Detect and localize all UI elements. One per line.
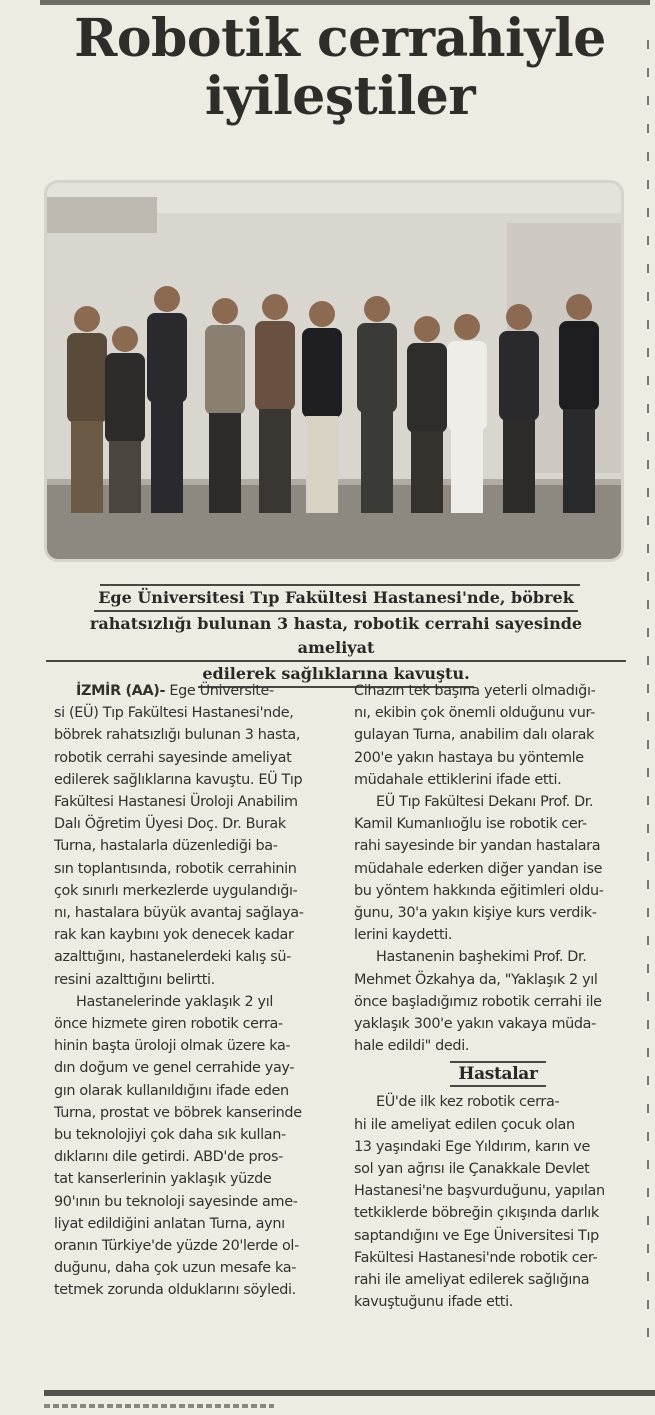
subheading-hastalar: Hastalar bbox=[450, 1061, 546, 1087]
line: duğunu, daha çok uzun mesafe ka- bbox=[54, 1260, 297, 1277]
line: Hastanenin başhekimi Prof. Dr. bbox=[376, 949, 587, 966]
line: hi ile ameliyat edilen çocuk olan bbox=[354, 1116, 575, 1133]
line: Ege Üniversite- bbox=[165, 683, 274, 699]
line: dın doğum ve genel cerrahide yay- bbox=[54, 1060, 295, 1077]
line: nı, hastalara büyük avantaj sağlaya- bbox=[54, 905, 304, 922]
line: oranın Türkiye'de yüzde 20'lerde ol- bbox=[54, 1238, 299, 1255]
line: 200'e yakın hastaya bu yöntemle bbox=[354, 749, 584, 766]
line: nı, ekibin çok önemli olduğunu vur- bbox=[354, 705, 595, 722]
line: si (EÜ) Tıp Fakültesi Hastanesi'nde, bbox=[54, 705, 294, 722]
headline bbox=[40, 10, 640, 126]
group-photo bbox=[44, 180, 624, 562]
line: EÜ Tıp Fakültesi Dekanı Prof. Dr. bbox=[376, 794, 594, 811]
line: gulayan Turna, anabilim dalı olarak bbox=[354, 727, 595, 744]
line: rahi sayesinde bir yandan hastalara bbox=[354, 838, 601, 855]
line: Fakültesi Hastanesi Üroloji Anabilim bbox=[54, 794, 298, 811]
column-dashed-divider bbox=[647, 40, 649, 1340]
dateline: İZMİR (AA)- bbox=[76, 683, 166, 699]
line: Hastanelerinde yaklaşık 2 yıl bbox=[76, 993, 274, 1010]
line: hinin başta üroloji olmak üzere ka- bbox=[54, 1038, 291, 1055]
line: edilerek sağlıklarına kavuştu. EÜ Tıp bbox=[54, 771, 303, 788]
top-rule bbox=[40, 0, 650, 5]
line: tat kanserlerinin yaklaşık yüzde bbox=[54, 1171, 272, 1188]
line: Turna, prostat ve böbrek kanserinde bbox=[54, 1104, 302, 1121]
headline-line-1: Robotik cerrahiyle bbox=[74, 8, 606, 69]
line: Kamil Kumanlıoğlu ise robotik cer- bbox=[354, 816, 587, 833]
line: müdahale ederken diğer yandan ise bbox=[354, 860, 603, 877]
line: kavuştuğunu ifade etti. bbox=[354, 1294, 513, 1311]
paragraph-2 bbox=[54, 991, 336, 1302]
line: 13 yaşındaki Ege Yıldırım, karın ve bbox=[354, 1138, 590, 1155]
line: Fakültesi Hastanesi'nde robotik cer- bbox=[354, 1249, 598, 1266]
line: çok sınırlı merkezlerde uygulandığı- bbox=[54, 882, 298, 899]
line: sın toplantısında, robotik cerrahinin bbox=[54, 860, 297, 877]
line: sol yan ağrısı ile Çanakkale Devlet bbox=[354, 1161, 590, 1178]
line: müdahale ettiklerini ifade etti. bbox=[354, 771, 562, 788]
paragraph-intro bbox=[54, 680, 336, 991]
line: Hastanesi'ne başvurduğunu, yapılan bbox=[354, 1183, 605, 1200]
line: böbrek rahatsızlığı bulunan 3 hasta, bbox=[54, 727, 301, 744]
caption-line-2: rahatsızlığı bulunan 3 hasta, robotik cerrahi sayesinde ameliyat bbox=[46, 612, 626, 662]
line: hale edildi" dedi. bbox=[354, 1038, 470, 1055]
paragraph-4 bbox=[354, 791, 636, 946]
line: liyat edildiğini anlatan Turna, aynı bbox=[54, 1215, 285, 1232]
line: önce hizmete giren robotik cerra- bbox=[54, 1016, 283, 1033]
headline-line-2: iyileştiler bbox=[204, 66, 476, 127]
line: tetkiklerde böbreğin çıkışında darlık bbox=[354, 1205, 599, 1222]
caption-rule bbox=[100, 584, 580, 586]
line: Cihazın tek başına yeterli olmadığı- bbox=[354, 683, 596, 699]
photo-caption bbox=[46, 586, 626, 688]
line: lerini kaydetti. bbox=[354, 927, 453, 944]
caption-line-3: edilerek sağlıklarına kavuştu. bbox=[198, 662, 473, 688]
line: rak kan kaybını yok denecek kadar bbox=[54, 927, 294, 944]
line: ğunu, 30'a yakın kişiye kurs verdik- bbox=[354, 905, 597, 922]
paragraph-3 bbox=[354, 680, 636, 791]
footer-dotted-strip bbox=[44, 1404, 274, 1408]
line: Turna, hastalarla düzenlediği ba- bbox=[54, 838, 278, 855]
line: tetmek zorunda olduklarını söyledi. bbox=[54, 1282, 296, 1299]
line: Dalı Öğretim Üyesi Doç. Dr. Burak bbox=[54, 816, 286, 833]
line: azalttığını, hastanelerdeki kalış sü- bbox=[54, 949, 291, 966]
paragraph-5 bbox=[354, 946, 636, 1057]
line: gın olarak kullanıldığını ifade eden bbox=[54, 1082, 289, 1099]
article-column-1 bbox=[54, 680, 336, 1302]
line: rahi ile ameliyat edilerek sağlığına bbox=[354, 1272, 590, 1289]
group-photo-icon bbox=[47, 183, 621, 559]
line: dıklarını dile getirdi. ABD'de pros- bbox=[54, 1149, 283, 1166]
line: yaklaşık 300'e yakın vakaya müda- bbox=[354, 1016, 596, 1033]
line: saptandığını ve Ege Üniversitesi Tıp bbox=[354, 1227, 599, 1244]
article-column-2 bbox=[354, 680, 636, 1313]
line: bu yöntem hakkında eğitimleri oldu- bbox=[354, 882, 604, 899]
line: önce başladığımız robotik cerrahi ile bbox=[354, 993, 602, 1010]
line: Mehmet Özkahya da, "Yaklaşık 2 yıl bbox=[354, 971, 598, 988]
line: resini azalttığını belirtti. bbox=[54, 971, 215, 988]
line: bu teknolojiyi çok daha sık kullan- bbox=[54, 1127, 286, 1144]
bottom-rule bbox=[44, 1390, 655, 1396]
caption-line-1: Ege Üniversitesi Tıp Fakültesi Hastanesi'nde, böbrek bbox=[94, 586, 578, 612]
line: 90'ının bu teknoloji sayesinde ame- bbox=[54, 1193, 298, 1210]
line: robotik cerrahi sayesinde ameliyat bbox=[54, 749, 292, 766]
line: EÜ'de ilk kez robotik cerra- bbox=[376, 1094, 560, 1111]
paragraph-6 bbox=[354, 1091, 636, 1313]
